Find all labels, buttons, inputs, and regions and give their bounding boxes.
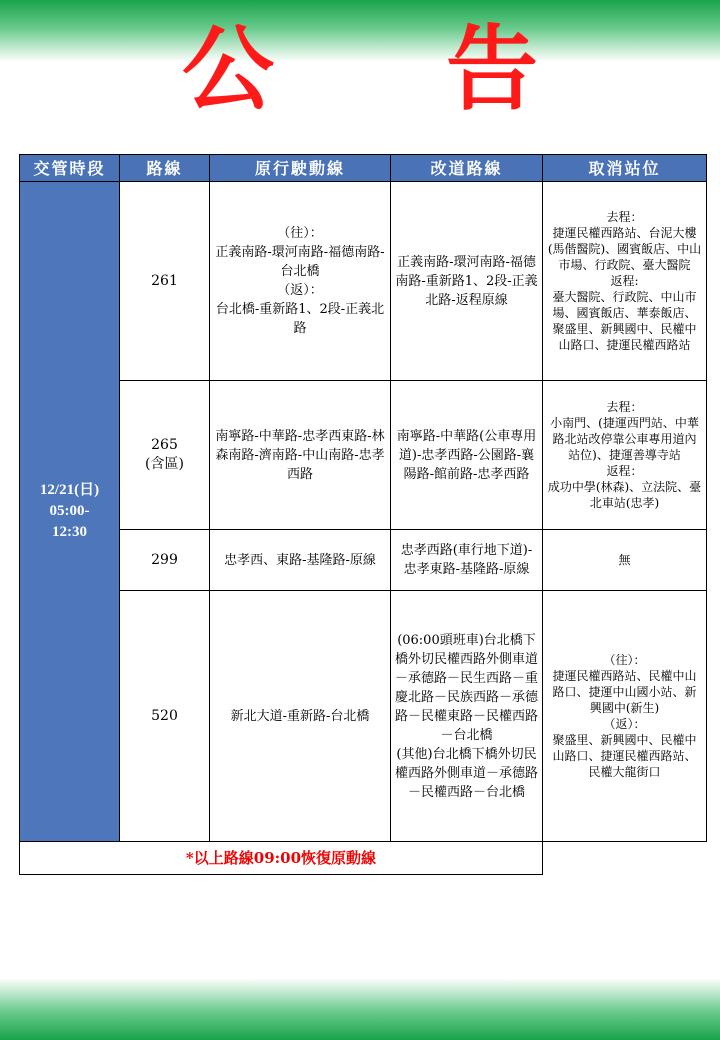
cancelled-line: （返）： (603, 717, 646, 731)
cancelled-stops-cell (543, 381, 707, 530)
original-line: 新北大道-重新路-台北橋 (230, 708, 370, 724)
table-header-row (20, 155, 707, 182)
detour-route-cell (391, 381, 543, 530)
cancelled-line: 去程： (606, 400, 643, 414)
original-route-cell (210, 182, 391, 381)
detour-route-cell (391, 182, 543, 381)
route-number: 520 (120, 591, 210, 842)
cancelled-line: 捷運民權西路站、民權中山路口、捷運中山國小站、新興國中(新生) (552, 669, 697, 715)
table-row (20, 381, 707, 530)
header-route: 路線 (120, 155, 210, 182)
cancelled-line: 無 (618, 553, 631, 567)
cancelled-line: 返程： (606, 464, 643, 478)
cancelled-line: 臺大醫院、行政院、中山市場、國賓飯店、華泰飯店、聚盛里、新興國中、民權中山路口、捷運民權西路站 (552, 290, 697, 352)
cancelled-stops-cell (543, 591, 707, 842)
original-line: 正義南路-環河南路-福德南路-台北橋 (215, 245, 385, 279)
header-period: 交管時段 (20, 155, 120, 182)
cancelled-line: 小南門、(捷運西門站、中華路北站改停靠公車專用道內站位)、捷運善導寺站 (550, 416, 699, 462)
cancelled-line: 返程: (610, 274, 639, 288)
bottom-green-band (0, 978, 720, 1040)
detour-line: (06:00頭班車)台北橋下橋外切民權西路外側車道－承德路－民生西路－重慶北路－民族西路－承德路－民權東路－民權西路－台北橋 (395, 632, 539, 743)
cancelled-line: 去程： (606, 210, 643, 224)
cancelled-line: 成功中學(林森)、立法院、臺北車站(忠孝) (547, 480, 702, 510)
detour-line: 忠孝西路(車行地下道)-忠孝東路-基隆路-原線 (400, 543, 533, 577)
original-route-cell (210, 530, 391, 591)
original-route-cell (210, 381, 391, 530)
cancelled-line: 聚盛里、新興國中、民權中山路口、捷運民權西路站、民權大龍街口 (552, 733, 697, 779)
control-period-cell (20, 182, 120, 842)
cancelled-stops-cell (543, 530, 707, 591)
detour-route-cell (391, 591, 543, 842)
table-row (20, 591, 707, 842)
header-detour-route: 改道路線 (391, 155, 543, 182)
route-number-cell (120, 381, 210, 530)
note-row (20, 842, 707, 875)
route-number: 299 (120, 530, 210, 591)
table-row (20, 182, 707, 381)
cancelled-line: 捷運民權西路站、台泥大樓(馬偕醫院)、國賓飯店、中山市場、行政院、臺大醫院 (547, 226, 702, 272)
period-date: 12/21(日) (39, 482, 100, 498)
cancelled-line: （往）： (603, 653, 646, 667)
restore-note: *以上路線09:00恢復原動線 (20, 842, 543, 875)
detour-line: 正義南路-環河南路-福德南路-重新路1、2段-正義北路-返程原線 (395, 254, 538, 308)
detour-route-cell (391, 530, 543, 591)
original-line: （返）： (277, 283, 323, 298)
original-line: 台北橋-重新路1、2段-正義北路 (215, 302, 385, 336)
original-route-cell (210, 591, 391, 842)
notice-title: 公 告 (181, 16, 609, 123)
header-cancelled-stops: 取消站位 (543, 155, 707, 182)
table-row (20, 530, 707, 591)
cancelled-stops-cell (543, 182, 707, 381)
original-line: 忠孝西、東路-基隆路-原線 (224, 552, 376, 568)
period-start: 05:00- (49, 503, 90, 519)
header-original-route: 原行駛動線 (210, 155, 391, 182)
route-variant: (含區) (145, 456, 184, 472)
traffic-control-table (19, 154, 707, 875)
detour-line: (其他)台北橋下橋外切民權西路外側車道－承德路－民權西路－台北橋 (395, 746, 539, 800)
period-end: 12:30 (52, 524, 87, 540)
detour-line: 南寧路-中華路(公車專用道)-忠孝西路-公園路-襄陽路-館前路-忠孝西路 (396, 428, 537, 482)
route-number: 261 (120, 182, 210, 381)
original-line: （往）： (277, 226, 323, 241)
original-line: 南寧路-中華路-忠孝西東路-林森南路-濟南路-中山南路-忠孝西路 (215, 428, 385, 482)
route-number: 265 (151, 437, 178, 453)
